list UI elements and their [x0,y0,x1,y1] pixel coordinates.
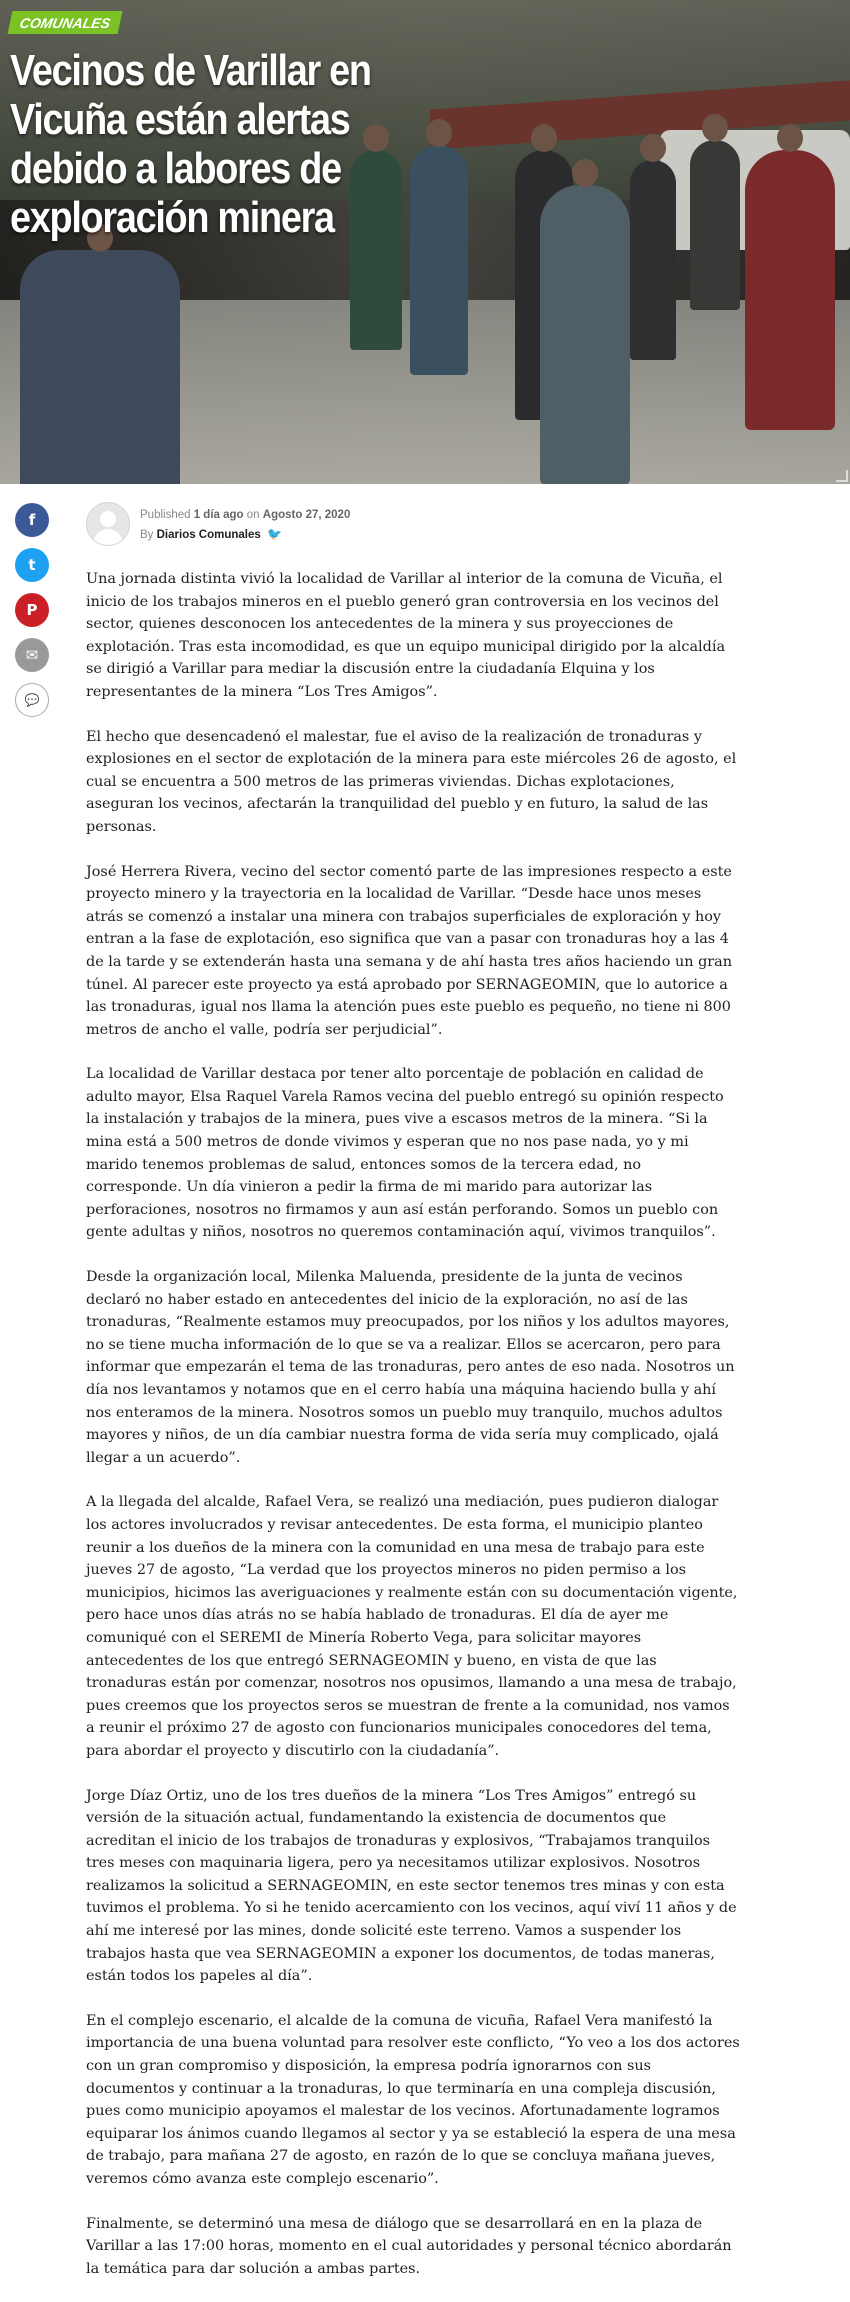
article-paragraph: A la llegada del alcalde, Rafael Vera, se realizó una mediación, pues pudieron dialogar los actores involucrados y revisar antecedentes. De esta forma, el municipio planteo reunir a los dueños de la minera con la comunidad en una mesa de trabajo para este jueves 27 de agosto, “La verdad que los proyectos mineros no piden permiso a los municipios, hicimos las averiguaciones y realmente están con su documentación vigente, pero hace unos días atrás no se había hablado de tronaduras. El día de ayer me comuniqué con el SEREMI de Minería Roberto Vega, para solicitar mayores antecedentes de los que entregó SERNAGEOMIN y bueno, en vista de que las tronaduras están por comenzar, nosotros nos opusimos, llamando a una mesa de trabajo, pues creemos que los proyectos seros se muestran de frente a la comunidad, nos vamos a reunir el próximo 27 de agosto con funcionarios municipales conocedores del tema, para abordar el proyecto y discutirlo con la ciudadanía”. [86,1494,738,1759]
on-label: on [246,509,260,521]
article-paragraph: La localidad de Varillar destaca por tener alto porcentaje de población en calidad de adulto mayor, Elsa Raquel Varela Ramos vecina del pueblo entregó su opinión respecto la instalación y trabajos de la minera, pues vive a escasos metros de la minera. “Si la mina está a 500 metros de donde vivimos y esperan que no nos pase nada, yo y mi marido tenemos problemas de salud, entonces somos de la tercera edad, no corresponde. Un día vinieron a pedir la firma de mi marido para autorizar las perforaciones, nosotros no firmamos y aun así están perforando. Somos un pueblo con gente adultas y niños, nosotros no queremos contaminación aquí, vivimos tranquilos”. [86,1066,724,1241]
share-bar [15,503,51,728]
twitter-bird-icon[interactable]: 🐦 [267,527,282,541]
hero-person [540,185,630,484]
article-body [86,568,740,2302]
by-label: By [140,529,154,541]
facebook-share-button[interactable] [15,503,49,537]
twitter-icon: t [28,556,36,574]
article-paragraph: Desde la organización local, Milenka Maluenda, presidente de la junta de vecinos declaró no haber estado en antecedentes del inicio de la exploración, no así de las tronaduras, “Realmente estamos muy preocupados, por los niños y los adultos mayores, no se tiene mucha información de lo que se va a realizar. Ellos se acercaron, pero para informar que empezarán el tema de las tronaduras, pero antes de eso nada. Nosotros un día nos levantamos y notamos que en el cerro había una máquina haciendo bulla y ahí nos enteramos de la minera. Nosotros somos un pueblo muy tranquilo, muchos adultos mayores y niños, de un día cambiar nuestra forma de vida sería muy complicado, ojalá llegar a un acuerdo”. [86,1269,735,1466]
facebook-icon: f [28,511,36,529]
author-name[interactable]: Diarios Comunales [156,529,261,541]
hero-image [0,0,850,484]
comment-icon: 💬 [24,693,40,707]
publish-date: Agosto 27, 2020 [262,509,351,521]
hero-person [630,160,676,360]
hero-person [410,145,468,375]
byline [140,525,540,545]
hero-person [20,250,180,484]
published-label: Published [140,509,191,521]
email-share-button[interactable] [15,638,49,672]
article-title: Vecinos de Varillar en Vicuña están alertas debido a labores de exploración minera [10,46,371,242]
article-paragraph: En el complejo escenario, el alcalde de la comuna de vicuña, Rafael Vera manifestó la importancia de una buena voluntad para resolver este conflicto, “Yo veo a los dos actores con un gran compromiso y disposición, la empresa podría ignorarnos con sus documentos y continuar a la tronaduras, lo que terminaría en una compleja discusión, pues como municipio apoyamos el malestar de los vecinos. Afortunadamente logramos equiparar los ánimos cuando llegamos al sector y ya se estableció la espera de una mesa de trabajo, para mañana 27 de agosto, en razón de lo que se concluya mañana jueves, veremos cómo avanza este complejo escenario”. [86,2012,740,2187]
pinterest-icon: P [26,601,38,619]
article-paragraph: Finalmente, se determinó una mesa de diálogo que se desarrollará en en la plaza de Varillar a las 17:00 horas, momento en el cual autoridades y personal técnico abordarán la temática para dar solución a ambas partes. [86,2215,732,2277]
category-tag[interactable]: COMUNALES [8,11,123,34]
hero-person [690,140,740,310]
time-ago: 1 día ago [193,509,244,521]
article-paragraph: José Herrera Rivera, vecino del sector comentó parte de las impresiones respecto a este proyecto minero y la trayectoria en la localidad de Varillar. “Desde hace unos meses atrás se comenzó a instalar una minera con trabajos superficiales de exploración y hoy entran a la fase de explotación, eso significa que van a pasar con tronaduras hoy a las 4 de la tarde y se extenderán hasta una semana y de ahí hasta tres años haciendo un gran túnel. Al parecer este proyecto ya está aprobado por SERNAGEOMIN, que lo autorice a las tronaduras, igual nos llama la atención pues este pueblo es pequeño, no tiene ni 800 metros de ancho el valle, podría ser perjudicial”. [86,863,733,1038]
hero-person [745,150,835,430]
email-icon: ✉ [25,646,39,664]
comments-button[interactable] [15,683,49,717]
twitter-share-button[interactable] [15,548,49,582]
publish-info [140,506,540,525]
resize-corner-icon [836,470,848,482]
pinterest-share-button[interactable] [15,593,49,627]
article-paragraph: El hecho que desencadenó el malestar, fue el aviso de la realización de tronaduras y explosiones en el sector de explotación de la minera para este miércoles 26 de agosto, el cual se encuentra a 500 metros de las primeras viviendas. Dichas explotaciones, aseguran los vecinos, afectarán la tranquilidad del pueblo y en futuro, la salud de las personas. [86,728,737,835]
article-paragraph: Una jornada distinta vivió la localidad de Varillar al interior de la comuna de Vicuña, el inicio de los trabajos mineros en el pueblo generó gran controversia en los vecinos del sector, quienes desconocen los antecedentes de la minera y sus proyecciones de explotación. Tras esta incomodidad, es que un equipo municipal dirigido por la alcaldía se dirigió a Varillar para mediar la discusión entre la ciudadanía Elquina y los representantes de la minera “Los Tres Amigos”. [86,571,726,700]
author-avatar[interactable] [86,502,130,546]
article-paragraph: Jorge Díaz Ortiz, uno de los tres dueños de la minera “Los Tres Amigos” entregó su versión de la situación actual, fundamentando la existencia de documentos que acreditan el inicio de los trabajos de tronaduras y explosivos, “Trabajamos tranquilos tres meses con maquinaria ligera, pero ya necesitamos utilizar explosivos. Nosotros realizamos la solicitud a SERNAGEOMIN, en este sector tenemos tres minas y con esta tuvimos el problema. Yo si he tenido acercamiento con los vecinos, aquí viví 11 años y de ahí me interesé por las mines, donde solicité este terreno. Vamos a suspender los trabajos hasta que vea SERNAGEOMIN a exponer los documentos, de todas maneras, están todos los papeles al día”. [86,1787,737,1985]
